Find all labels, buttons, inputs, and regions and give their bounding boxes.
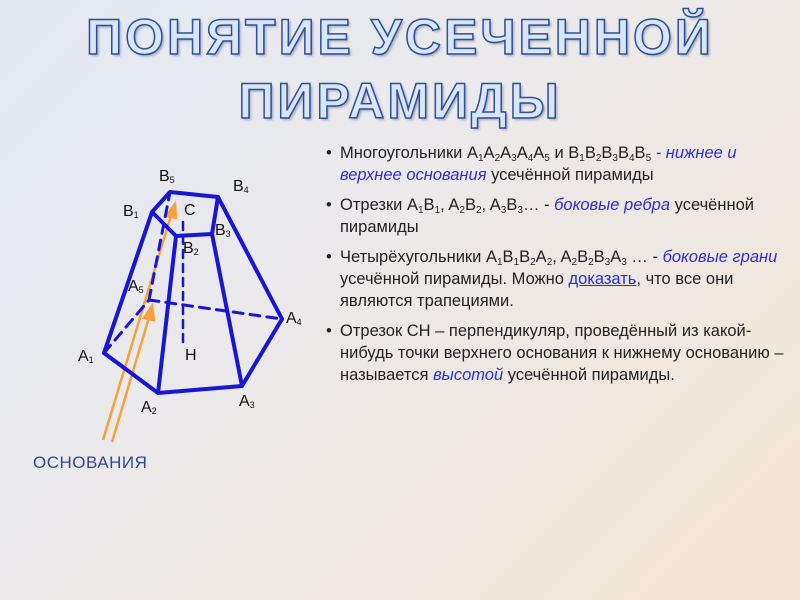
text-run: B xyxy=(584,144,596,162)
hidden-edge-a5b5 xyxy=(149,192,170,300)
text-run: A xyxy=(516,144,528,162)
subscript: 5 xyxy=(645,153,652,164)
subscript: 2 xyxy=(588,257,594,268)
text-run: усечённой пирамиды. Можно xyxy=(340,270,569,288)
subscript: 1 xyxy=(477,153,484,164)
term-highlight: боковые ребра xyxy=(554,196,671,214)
bullet-dot: • xyxy=(326,144,332,162)
text-run: , A xyxy=(440,196,460,214)
subscript: 3 xyxy=(604,257,611,268)
subscript: 3 xyxy=(621,257,627,268)
subscript: 1 xyxy=(496,257,503,268)
subscript: 2 xyxy=(595,153,602,164)
bullet-dot: • xyxy=(326,196,332,214)
text-run: A xyxy=(610,248,622,266)
subscript: 2 xyxy=(530,257,536,268)
subscript: 3 xyxy=(511,153,517,164)
text-run: B xyxy=(593,248,605,266)
term-highlight: боковые грани xyxy=(662,248,778,266)
subscript: 4 xyxy=(628,153,635,164)
label-b2: B2 xyxy=(183,240,199,257)
subscript: 2 xyxy=(494,153,501,164)
subscript: 3 xyxy=(612,153,618,164)
bullet-bases xyxy=(326,142,786,186)
text-run: и B xyxy=(549,144,580,162)
text-run: … - xyxy=(522,196,555,214)
text-run: B xyxy=(506,196,518,214)
slide-title-line1: ПОНЯТИЕ УСЕЧЕННОЙ xyxy=(86,9,714,65)
label-a4: A4 xyxy=(286,310,302,327)
label-b4: B4 xyxy=(233,178,249,195)
label-h: H xyxy=(185,347,197,364)
subscript: 1 xyxy=(434,205,441,216)
text-run: , A xyxy=(481,196,501,214)
text-run: B xyxy=(577,248,589,266)
subscript: 2 xyxy=(475,205,482,216)
text-run: B xyxy=(617,144,629,162)
subscript: 3 xyxy=(500,205,507,216)
text-run: A xyxy=(535,248,547,266)
term-highlight: высотой xyxy=(433,366,504,384)
bullet-height xyxy=(326,320,786,386)
text-run: B xyxy=(423,196,435,214)
subscript: 2 xyxy=(546,257,553,268)
text-run: усечённой пирамиды xyxy=(340,196,754,236)
text-run: B xyxy=(601,144,613,162)
text-run: , A xyxy=(552,248,572,266)
text-run: … - xyxy=(626,248,663,266)
bullet-dot: • xyxy=(326,322,332,340)
bullet-lateral-faces xyxy=(326,246,786,312)
text-run: B xyxy=(502,248,514,266)
truncated-pyramid-figure xyxy=(0,0,330,490)
subscript: 5 xyxy=(544,153,550,164)
subscript: 4 xyxy=(527,153,534,164)
term-highlight: - нижнее и верхнее основания xyxy=(340,144,737,184)
bases-caption: ОСНОВАНИЯ xyxy=(33,453,148,472)
text-run: A xyxy=(483,144,495,162)
prove-link[interactable]: доказать xyxy=(568,270,637,288)
label-b3: B3 xyxy=(215,222,231,239)
label-a1: A1 xyxy=(78,348,94,365)
text-run: усечённой пирамиды. xyxy=(503,366,675,384)
lateral-edge-a4b4 xyxy=(218,197,282,319)
subscript: 2 xyxy=(571,257,578,268)
text-run: B xyxy=(634,144,646,162)
label-a3: A3 xyxy=(239,393,255,410)
label-b1: B1 xyxy=(123,203,139,220)
text-run: Отрезок СН – перпендикуляр, проведённый из какой-нибудь точки верхнего основания к нижнему основанию – называется xyxy=(340,322,784,384)
text-run: Отрезки A xyxy=(340,196,418,214)
subscript: 1 xyxy=(513,257,520,268)
label-b5: B5 xyxy=(159,168,175,185)
subscript: 2 xyxy=(459,205,465,216)
text-run: B xyxy=(519,248,531,266)
text-run: A xyxy=(500,144,512,162)
text-run: Многоугольники A xyxy=(340,144,478,162)
bullet-lateral-edges xyxy=(326,194,786,238)
hidden-edge-a1a5 xyxy=(104,300,149,353)
lateral-edge-a2b2 xyxy=(158,236,176,393)
text-run: A xyxy=(533,144,545,162)
label-a5: A5 xyxy=(128,278,144,295)
text-run: Четырёхугольники A xyxy=(340,248,497,266)
subscript: 3 xyxy=(517,205,523,216)
text-run: усечённой пирамиды xyxy=(486,166,654,184)
text-run: , что все они являются трапециями. xyxy=(340,270,734,310)
subscript: 1 xyxy=(417,205,424,216)
bullet-list xyxy=(326,142,786,394)
text-run: B xyxy=(464,196,476,214)
slide-title-line2: ПИРАМИДЫ xyxy=(238,73,562,129)
bullet-dot: • xyxy=(326,248,332,266)
subscript: 1 xyxy=(579,153,585,164)
label-c: C xyxy=(184,202,196,219)
label-a2: A2 xyxy=(141,399,157,416)
